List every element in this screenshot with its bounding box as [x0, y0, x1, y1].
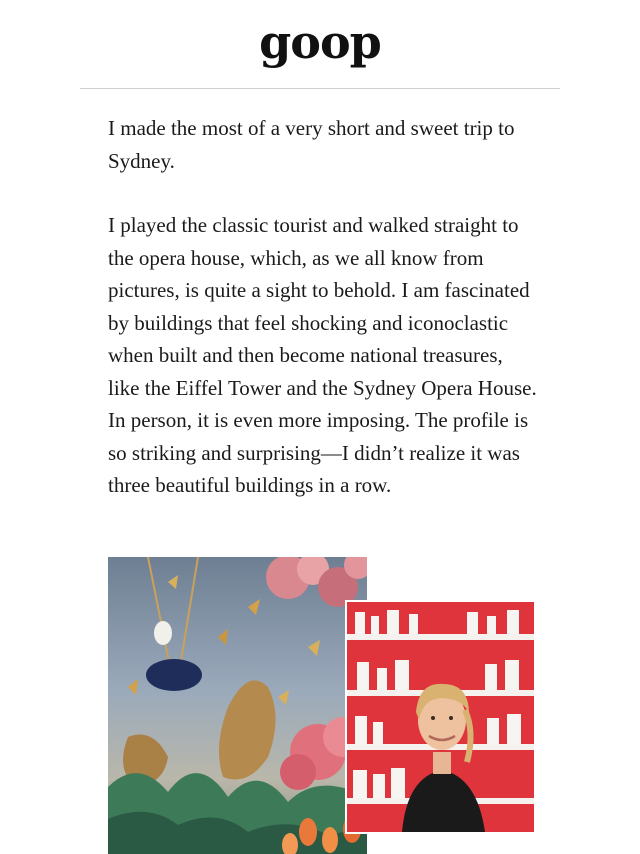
goop-logo[interactable]: goop	[259, 15, 381, 69]
image-collage	[108, 557, 538, 854]
paragraph-opera-house: I played the classic tourist and walked straight to the opera house, which, as we all know from pictures, is quite a sight to behold. I am fascinated by buildings that feel shocking and iconoclastic when built and then become national treasures, like the Eiffel Tower and the Sydney Opera House. In person, it is even more imposing. The profile is so striking and surprising—I didn’t realize it was three beautiful buildings in a row.	[108, 213, 537, 497]
paragraph-intro: I made the most of a very short and sweet trip to Sydney.	[108, 116, 515, 173]
article-body	[108, 112, 538, 534]
header-divider	[80, 88, 560, 89]
store-portrait-image	[345, 600, 536, 834]
artwork-image	[108, 557, 367, 854]
